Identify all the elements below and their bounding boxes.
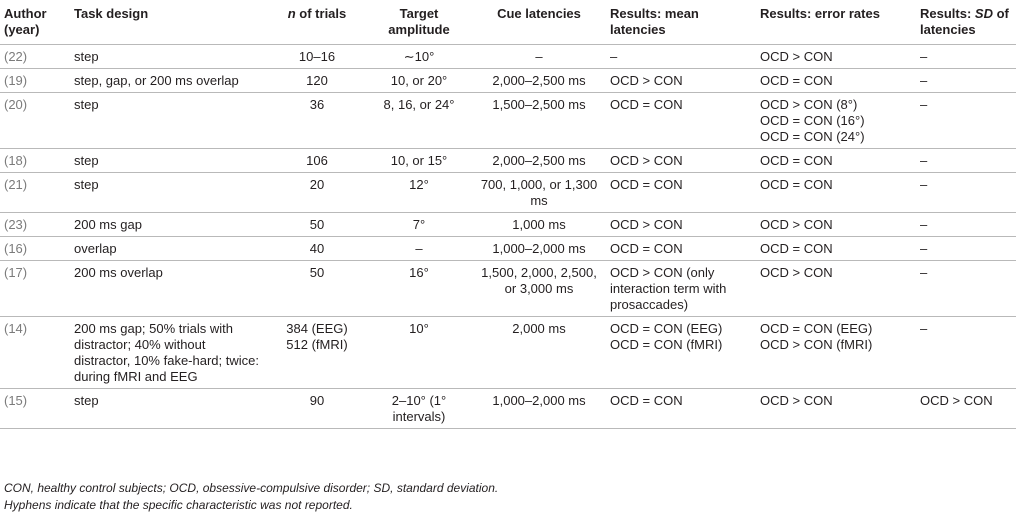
- table-row: [0, 93, 1016, 149]
- table-row: [0, 237, 1016, 261]
- table-body: [0, 45, 1016, 429]
- cell-cue: 700, 1,000, or 1,300 ms: [480, 177, 598, 208]
- column-header-author: Author (year): [4, 6, 47, 37]
- cell-cue: 1,000–2,000 ms: [492, 241, 586, 256]
- cell-cue: 2,000–2,500 ms: [492, 153, 586, 168]
- cell-mean: OCD = CON: [610, 97, 683, 112]
- cell-task: step: [74, 97, 99, 112]
- table-row: [0, 45, 1016, 69]
- cell-n: 10–16: [298, 49, 336, 64]
- column-header-amp: Target amplitude: [388, 6, 450, 37]
- cell-task: step: [74, 177, 99, 192]
- header-row: [0, 4, 1016, 45]
- cell-sd: –: [920, 241, 928, 256]
- cell-task: step: [74, 153, 99, 168]
- cell-err: OCD > CON: [760, 393, 833, 408]
- column-header-sd: Results: SD of latencies: [920, 6, 1009, 37]
- cell-err: OCD = CON: [760, 241, 833, 256]
- cell-mean: –: [610, 49, 618, 64]
- cell-n: 106: [306, 153, 328, 168]
- cell-cue: 2,000–2,500 ms: [492, 73, 586, 88]
- saccade-studies-table: [0, 4, 1016, 429]
- cell-n: 120: [306, 73, 328, 88]
- column-header-err: Results: error rates: [760, 6, 880, 21]
- cell-sd: –: [920, 217, 928, 232]
- cell-author: (14): [4, 321, 28, 336]
- cell-sd: –: [920, 97, 928, 112]
- column-header-mean: Results: mean latencies: [610, 6, 699, 37]
- cell-amp: 10°: [409, 321, 429, 336]
- cell-cue: –: [535, 49, 543, 64]
- cell-task: overlap: [74, 241, 117, 256]
- cell-mean: OCD > CON: [610, 153, 683, 168]
- cell-amp: –: [415, 241, 423, 256]
- cell-mean: OCD > CON: [610, 217, 683, 232]
- cell-err: OCD > CON: [760, 49, 833, 64]
- cell-err: OCD = CON: [760, 153, 833, 168]
- cell-cue: 1,500–2,500 ms: [492, 97, 586, 112]
- cell-author: (16): [4, 241, 28, 256]
- cell-mean: OCD > CON: [610, 73, 683, 88]
- cell-task: step: [74, 393, 99, 408]
- table-row: [0, 261, 1016, 317]
- cell-author: (22): [4, 49, 28, 64]
- cell-err: OCD > CON: [760, 217, 833, 232]
- cell-err: OCD > CON: [760, 265, 833, 280]
- cell-n: 50: [309, 265, 325, 280]
- table-row: [0, 317, 1016, 389]
- cell-sd: –: [920, 321, 928, 336]
- cell-sd: –: [920, 265, 928, 280]
- cell-sd: –: [920, 73, 928, 88]
- cell-n: 40: [309, 241, 325, 256]
- column-header-n: n of trials: [287, 6, 347, 21]
- cell-mean: OCD = CON (EEG) OCD = CON (fMRI): [610, 321, 723, 352]
- cell-mean: OCD = CON: [610, 393, 683, 408]
- cell-mean: OCD = CON: [610, 177, 683, 192]
- cell-cue: 1,000 ms: [512, 217, 566, 232]
- cell-n: 20: [309, 177, 325, 192]
- table-row: [0, 69, 1016, 93]
- cell-amp: ∼10°: [403, 49, 435, 64]
- column-header-task: Task design: [74, 6, 149, 21]
- cell-err: OCD = CON: [760, 177, 833, 192]
- table-row: [0, 213, 1016, 237]
- cell-cue: 1,500, 2,000, 2,500, or 3,000 ms: [481, 265, 597, 296]
- cell-task: 200 ms gap: [74, 217, 142, 232]
- cell-err: OCD = CON: [760, 73, 833, 88]
- cell-author: (21): [4, 177, 28, 192]
- table-footnotes: [4, 480, 498, 514]
- cell-sd: OCD > CON: [920, 393, 993, 408]
- cell-err: OCD = CON (EEG) OCD > CON (fMRI): [760, 321, 873, 352]
- cell-amp: 16°: [409, 265, 429, 280]
- cell-amp: 10, or 15°: [390, 153, 448, 168]
- table-row: [0, 173, 1016, 213]
- cell-mean: OCD = CON: [610, 241, 683, 256]
- cell-mean: OCD > CON (only interaction term with prosaccades): [610, 265, 727, 312]
- cell-amp: 10, or 20°: [390, 73, 448, 88]
- cell-task: 200 ms gap; 50% trials with distractor; 40% without distractor, 10% fake-hard; twice: during fMRI and EEG: [74, 321, 259, 384]
- cell-author: (15): [4, 393, 28, 408]
- column-header-cue: Cue latencies: [497, 6, 581, 21]
- cell-n: 384 (EEG) 512 (fMRI): [286, 321, 348, 352]
- cell-cue: 2,000 ms: [512, 321, 566, 336]
- cell-author: (19): [4, 73, 28, 88]
- cell-amp: 2–10° (1° intervals): [391, 393, 447, 424]
- table-row: [0, 389, 1016, 429]
- cell-author: (20): [4, 97, 28, 112]
- cell-task: 200 ms overlap: [74, 265, 163, 280]
- footnote-abbreviations: CON, healthy control subjects; OCD, obsessive-compulsive disorder; SD, standard deviation.: [4, 481, 499, 495]
- cell-amp: 12°: [409, 177, 429, 192]
- cell-n: 50: [309, 217, 325, 232]
- footnote-hyphens: Hyphens indicate that the specific characteristic was not reported.: [4, 498, 353, 512]
- cell-err: OCD > CON (8°) OCD = CON (16°) OCD = CON (24°): [760, 97, 865, 144]
- table-row: [0, 149, 1016, 173]
- cell-amp: 8, 16, or 24°: [383, 97, 455, 112]
- cell-cue: 1,000–2,000 ms: [492, 393, 586, 408]
- cell-task: step: [74, 49, 99, 64]
- cell-author: (23): [4, 217, 28, 232]
- cell-author: (17): [4, 265, 28, 280]
- cell-author: (18): [4, 153, 28, 168]
- cell-task: step, gap, or 200 ms overlap: [74, 73, 239, 88]
- cell-amp: 7°: [412, 217, 426, 232]
- cell-n: 90: [309, 393, 325, 408]
- cell-sd: –: [920, 49, 928, 64]
- cell-sd: –: [920, 153, 928, 168]
- cell-sd: –: [920, 177, 928, 192]
- cell-n: 36: [309, 97, 325, 112]
